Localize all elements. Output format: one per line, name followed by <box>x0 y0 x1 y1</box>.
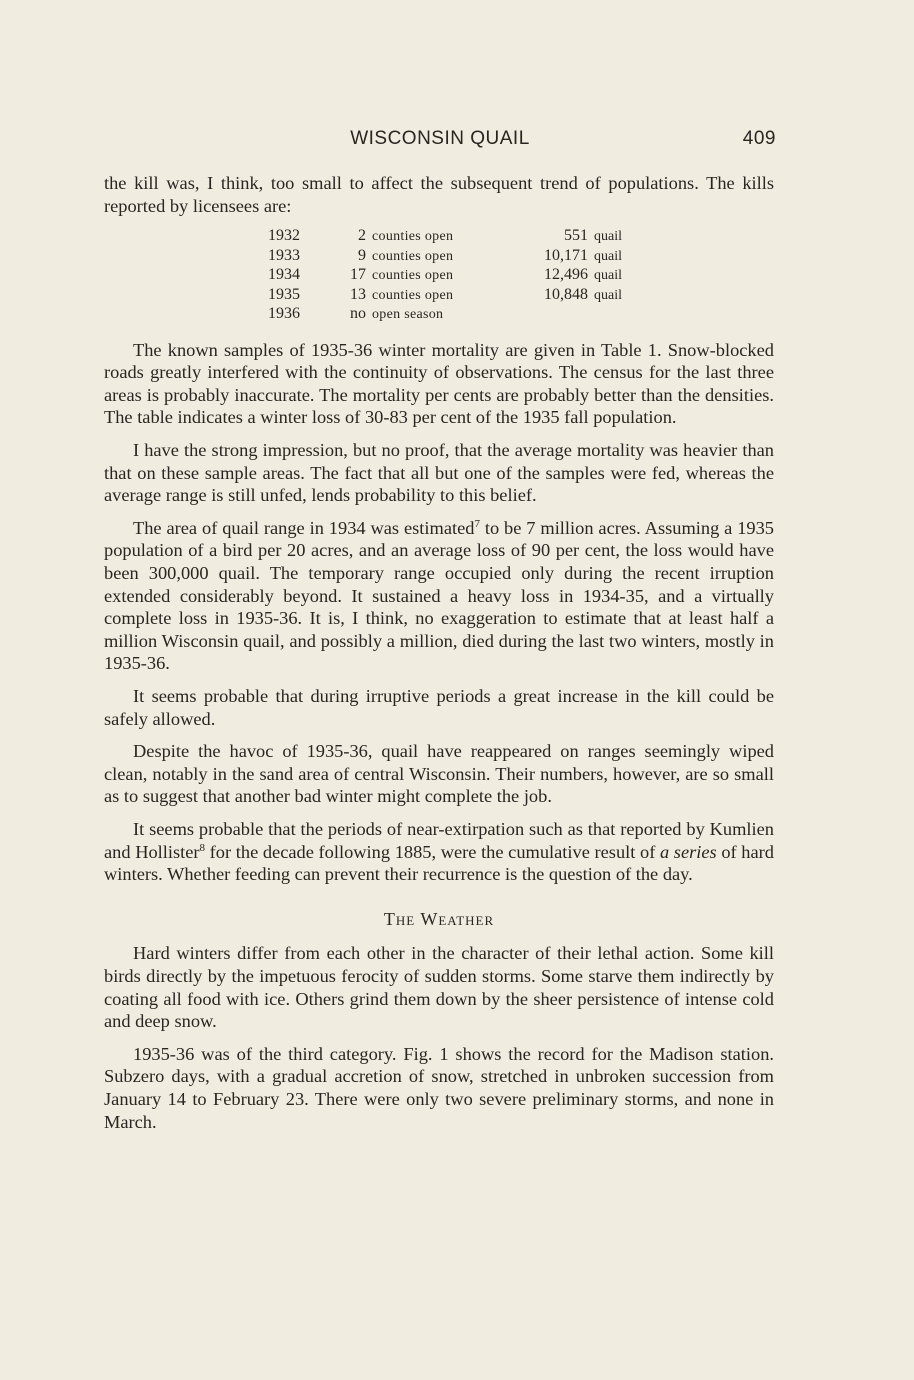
status-cell: counties open <box>372 248 454 264</box>
kill-cell: 10,171 <box>544 246 588 264</box>
paragraph-reappearance: Despite the havoc of 1935-36, quail have reappeared on ranges seemingly wiped clean, notably in the sand area of central Wisconsin. Their numbers, however, are so small as to suggest that another bad winter might complete the job. <box>104 741 774 807</box>
running-head <box>104 128 776 154</box>
table-row <box>268 305 622 325</box>
italic-phrase: a series <box>659 841 717 862</box>
paragraph-intro: the kill was, I think, too small to affect the subsequent trend of populations. The kills reported by licensees are: <box>104 173 774 216</box>
count-cell: no <box>350 305 366 323</box>
paragraph-hard-winters: Hard winters differ from each other in the character of their lethal action. Some kill birds directly by the impetuous ferocity of sudden storms. Some starve them indirectly by coating all food with ice. Others grind them down by the sheer persistence of intense cold and deep snow. <box>104 943 774 1032</box>
table-row <box>268 286 622 306</box>
paragraph-impression: I have the strong impression, but no proof, that the average mortality was heavier than that on these sample areas. The fact that all but one of the samples were fed, whereas the average range is still unfed, lends probability to this belief. <box>104 440 774 506</box>
count-cell: 17 <box>350 266 366 284</box>
running-title: WISCONSIN QUAIL <box>350 128 530 149</box>
kill-cell: 12,496 <box>544 266 588 284</box>
unit-cell <box>594 305 622 325</box>
year-cell: 1935 <box>268 285 300 303</box>
table-row <box>268 266 622 286</box>
kill-cell: 10,848 <box>544 285 588 303</box>
count-cell: 13 <box>350 285 366 303</box>
count-cell: 9 <box>358 246 366 264</box>
unit-cell: quail <box>594 248 622 264</box>
text-run: of hard winters. Whether feeding can prevent their recurrence is the question of the day. <box>104 841 774 885</box>
text-run: to be 7 million acres. Assuming a 1935 population of a bird per 20 acres, and an average loss of 90 per cent, the loss would have been 300,000 quail. The temporary range occupied only during the recent irruption extended considerably beyond. It sustained a heavy loss in 1934-35, and a virtually complete loss in 1935-36. It is, I think, no exaggeration to estimate that at least half a million Wisconsin quail, and possibly a million, died during the last two winters, mostly in 1935-36. <box>104 517 774 674</box>
status-cell: counties open <box>372 268 454 284</box>
paragraph-third-category: 1935-36 was of the third category. Fig. 1 shows the record for the Madison station. Subzero days, with a gradual accretion of snow, stretched in unbroken succession from January 14 to February 23. There were only two severe preliminary storms, and none in March. <box>104 1043 774 1132</box>
table-row <box>268 227 622 247</box>
text-run: It seems probable that the periods of near-extirpation such as that reported by Kumlien and Hollister <box>104 818 774 862</box>
body-text <box>104 172 774 1143</box>
paragraph-samples: The known samples of 1935-36 winter mortality are given in Table 1. Snow-blocked roads greatly interfered with the continuity of observations. The census for the last three areas is probably inaccurate. The mortality per cents are probably better than the densities. The table indicates a winter loss of 30-83 per cent of the 1935 fall population. <box>104 339 774 428</box>
kill-cell <box>536 305 594 325</box>
kill-cell: 551 <box>564 227 588 245</box>
count-cell: 2 <box>358 227 366 245</box>
status-cell: open season <box>372 307 444 323</box>
status-cell: counties open <box>372 287 454 303</box>
paragraph-range-area <box>104 517 774 675</box>
unit-cell: quail <box>594 229 622 245</box>
footnote-ref-7: 7 <box>474 517 480 530</box>
paragraph-kill-allowance: It seems probable that during irruptive periods a great increase in the kill could be safely allowed. <box>104 686 774 729</box>
unit-cell: quail <box>594 287 622 303</box>
unit-cell: quail <box>594 268 622 284</box>
year-cell: 1936 <box>268 305 300 323</box>
table-row <box>268 247 622 267</box>
text-run: for the decade following 1885, were the cumulative result of <box>205 841 660 862</box>
status-cell: counties open <box>372 229 454 245</box>
section-heading: The Weather <box>383 908 495 929</box>
year-cell: 1934 <box>268 266 300 284</box>
text-run: The area of quail range in 1934 was estimated <box>133 517 475 538</box>
footnote-ref-8: 8 <box>199 841 206 854</box>
paragraph-extirpation <box>104 818 774 886</box>
year-cell: 1933 <box>268 246 300 264</box>
kills-table <box>268 227 622 325</box>
page-number: 409 <box>742 128 776 149</box>
year-cell: 1932 <box>268 227 300 245</box>
